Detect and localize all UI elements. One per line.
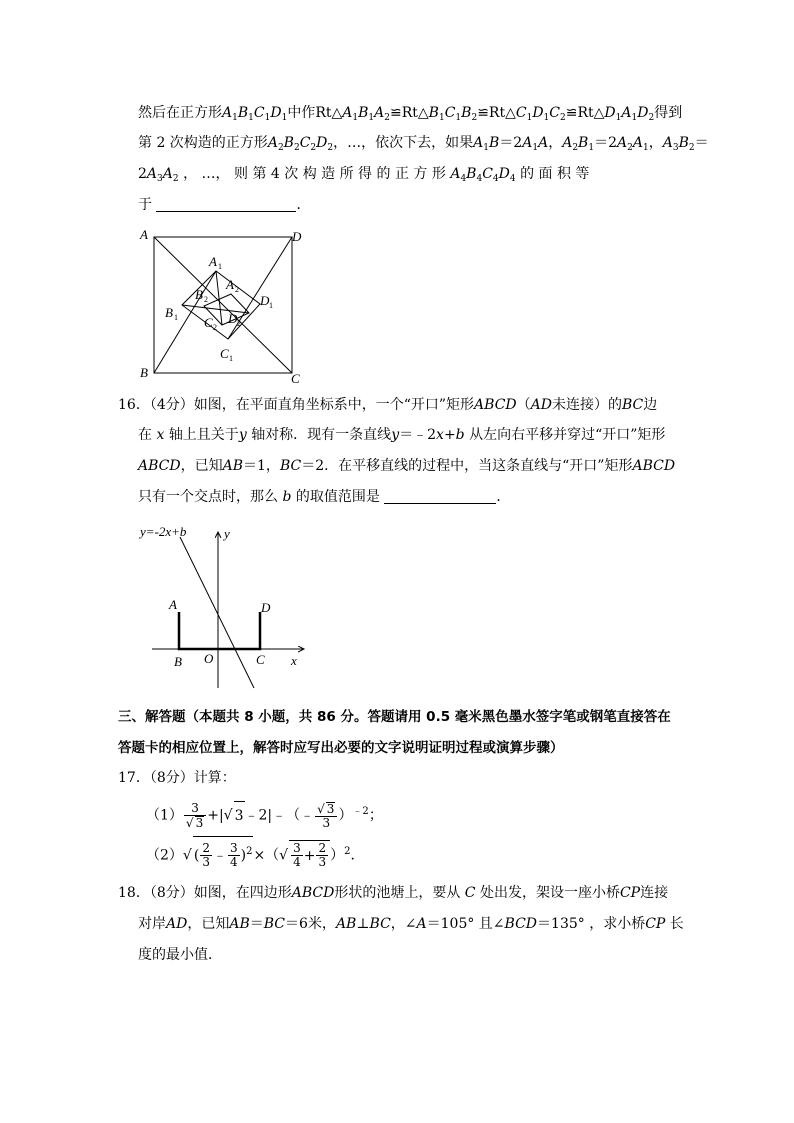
label-c: C xyxy=(291,371,300,385)
subscript-2: 2 xyxy=(213,323,217,332)
p16-text: 的取值范围是 xyxy=(295,489,380,505)
label-a2: A xyxy=(226,277,234,292)
p17-part-1: （1） $\frac{3}{√ 3}$ +|√ 3﹣2|﹣（﹣ $\frac{√ 3}{3}$ ）$^{﹣2}$； xyxy=(146,800,383,830)
p15-line-3: $2A_3A_2$ ， …， 则 第 4 次 构 造 所 得 的 正 方 形 $A_4B_4C_4D_4$ 的 面 积 等 xyxy=(138,166,590,184)
fraction: $\frac{√ 3}{3}$ xyxy=(315,802,337,830)
p15-text: ， …， 则 第 4 次 构 造 所 得 的 正 方 形 xyxy=(183,166,446,182)
p18-line-2: 对岸AD，已知AB＝BC＝6米，AB⊥BC，∠A＝105° 且∠BCD＝135° ，求小桥CP 长 xyxy=(138,916,684,932)
p16-line-1: 16．（4分）如图，在平面直角坐标系中，一个“开口”矩形ABCD（AD未连接）的BC边 xyxy=(118,397,658,413)
answer-blank[interactable] xyxy=(156,197,296,212)
p16-text: 未连接）的 xyxy=(552,397,622,413)
p16-text: 在 xyxy=(138,427,152,443)
p18-text: 连接 xyxy=(640,885,669,901)
p18-text: 18．（8分）如图，在四边形 xyxy=(118,885,292,901)
line-label: y=-2x+b xyxy=(140,524,187,539)
section-3-heading: 三、解答题（本题共 8 小题，共 86 分。答题请用 0.5 毫米黑色墨水签字笔或钢笔直接答在 xyxy=(118,709,671,725)
subscript-2: 2 xyxy=(235,285,239,294)
p15-text: 于 xyxy=(138,197,152,213)
label-c1: C xyxy=(220,346,229,361)
p15-text: ，…，依次下去，如果 xyxy=(333,135,474,151)
p17-part-number: （1） xyxy=(146,807,183,824)
subscript-2: 2 xyxy=(237,319,241,328)
p18-text: 米， xyxy=(307,916,336,932)
subscript-1: 1 xyxy=(269,301,273,310)
p16-text: 轴上且关于 xyxy=(168,427,239,443)
p18-text: ＝105° 且∠ xyxy=(426,916,505,932)
p18-text: 形状的池塘上，要从 xyxy=(334,885,461,901)
label-a: A xyxy=(140,227,148,242)
segment-b1-d2 xyxy=(182,305,249,313)
label-a1: A xyxy=(209,254,217,269)
p18-text: 对岸 xyxy=(138,916,166,932)
p16-text: 轴对称．现有一条直线 xyxy=(251,427,392,443)
label-a: A xyxy=(169,597,177,612)
subscript-1: 1 xyxy=(218,262,222,271)
p16-text: 从左向右平移并穿过“开口”矩形 xyxy=(469,427,666,443)
label-d: D xyxy=(292,229,302,244)
p16-line-4: 只有一个交点时，那么 b 的取值范围是 ． xyxy=(138,489,511,505)
p18-text: ，已知 xyxy=(187,916,230,932)
label-d1: D xyxy=(260,293,270,308)
y-axis-label: y xyxy=(224,526,230,541)
label-b2: B xyxy=(195,287,203,302)
p18-line-1: 18．（8分）如图，在四边形ABCD形状的池塘上，要从 C 处出发，架设一座小桥CP连接 xyxy=(118,885,669,901)
nested-squares-figure xyxy=(138,225,318,385)
label-b1: B xyxy=(165,305,173,320)
p15-text: 的 面 积 等 xyxy=(520,166,590,182)
p18-text: 长 xyxy=(669,916,684,932)
p16-text: 边 xyxy=(643,397,658,413)
p16-text: 16．（4分）如图，在平面直角坐标系中，一个“开口”矩形 xyxy=(118,397,475,413)
coordinate-figure xyxy=(136,520,316,692)
p15-text: 得到 xyxy=(654,105,683,121)
p18-text: 处出发，架设一座小桥 xyxy=(479,885,620,901)
p15-line-2: 第 2 次构造的正方形$A_2B_2C_2D_2$，…，依次下去，如果$A_1B=2A_1A$，$A_2B_1=2A_2A_1$，$A_3B_2=$ xyxy=(138,135,709,153)
p17-title: 17．（8分）计算： xyxy=(118,770,236,786)
p16-text: ，已知 xyxy=(180,458,223,474)
p17-part-number: （2） xyxy=(146,847,183,864)
p15-text: 中作 xyxy=(287,105,316,121)
label-b: B xyxy=(140,365,148,380)
p17-part-2: （2）√ ( $\frac{2}{3}$ ﹣ $\frac{3}{4}$ )$^2$×（√ $\frac{3}{4}$ + $\frac{2}{3}$ ）$^2$． xyxy=(146,836,364,871)
p18-text: ＝135° ，求小桥 xyxy=(537,916,646,932)
p15-text: 第 2 次构造的正方形 xyxy=(138,135,268,151)
label-c2: C xyxy=(204,315,213,330)
p16-line-3: ABCD，已知AB＝1，BC＝2．在平移直线的过程中，当这条直线与“开口”矩形ABCD xyxy=(138,458,676,474)
answer-blank[interactable] xyxy=(384,489,496,504)
label-o: O xyxy=(204,651,214,666)
subscript-2: 2 xyxy=(204,295,208,304)
p15-text: 然后在正方形 xyxy=(138,105,222,121)
fraction: $\frac{3}{√ 3}$ xyxy=(184,802,206,830)
p15-line-1: 然后在正方形$A_1B_1C_1D_1$中作$Rt\triangle A_1B_1A_2≌Rt\triangle B_1C_1B_2≌Rt\triangle C_1D_1C_2≌Rt\triangle D_1A_1D_2$得到 xyxy=(138,105,683,123)
label-b: B xyxy=(174,654,182,669)
p18-text: ，∠ xyxy=(390,916,417,932)
section-3-instructions: 答题卡的相应位置上，解答时应写出必要的文字说明证明过程或演算步骤） xyxy=(118,740,564,756)
p16-text: 只有一个交点时，那么 xyxy=(138,489,278,505)
x-axis-label: x xyxy=(291,653,297,668)
subscript-1: 1 xyxy=(229,354,233,363)
square-a1b1c1d1 xyxy=(182,271,260,339)
label-d2: D xyxy=(228,311,238,326)
p18-line-3: 度的最小值． xyxy=(138,947,222,963)
line-y-neg2x-b xyxy=(180,537,254,688)
subscript-1: 1 xyxy=(174,313,178,322)
label-c: C xyxy=(256,652,265,667)
p16-line-2: 在 x 轴上且关于y 轴对称．现有一条直线y＝﹣2x+b 从左向右平移并穿过“开口”矩形 xyxy=(138,427,666,443)
p15-line-4: 于 ． xyxy=(138,197,311,213)
p16-text: ．在平移直线的过程中，当这条直线与“开口”矩形 xyxy=(324,458,633,474)
label-d: D xyxy=(261,600,271,615)
